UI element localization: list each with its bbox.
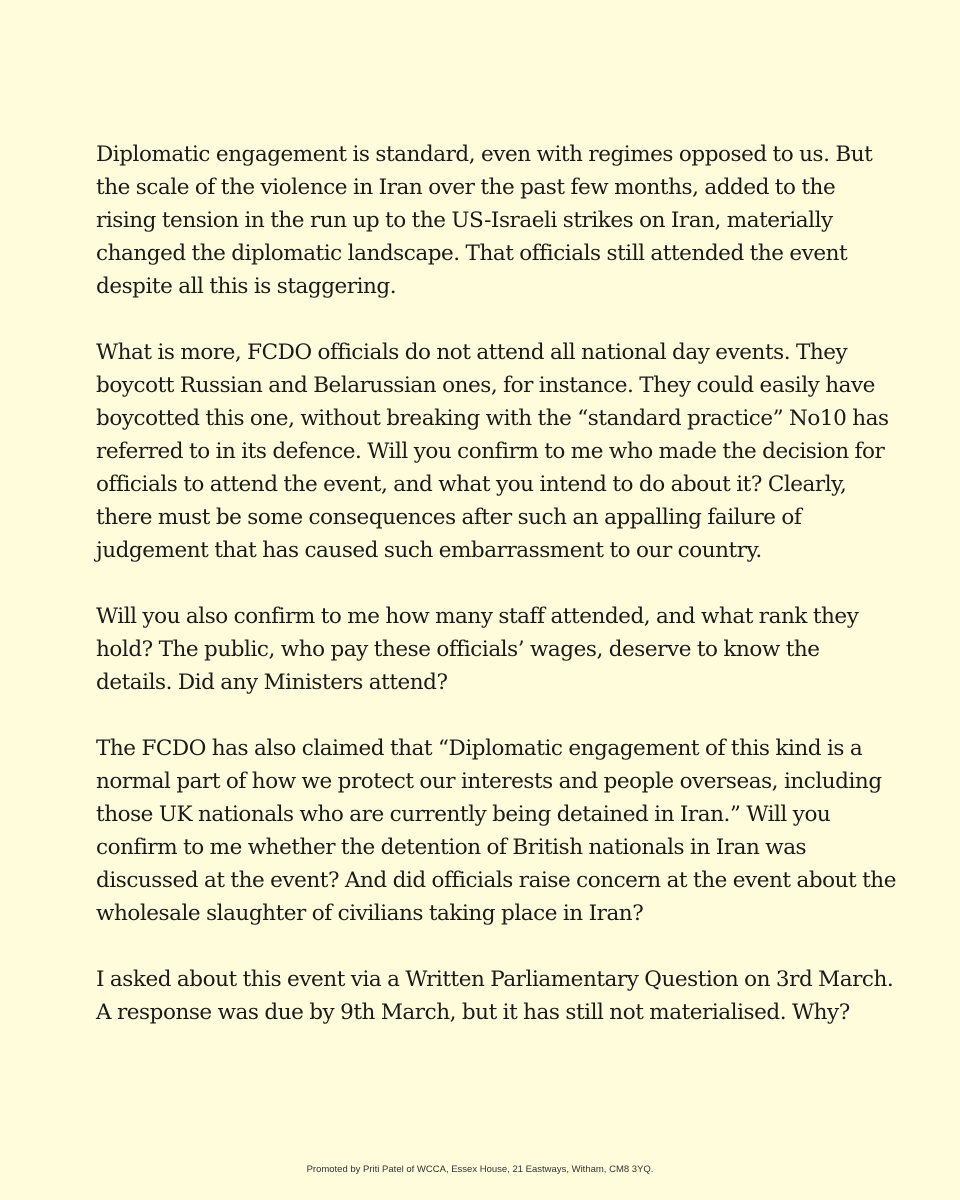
promoted-by-footer: Promoted by Priti Patel of WCCA, Essex House, 21 Eastways, Witham, CM8 3YQ.	[306, 1164, 654, 1175]
paragraph-staff-attended: Will you also confirm to me how many staff attended, and what rank they hold? The public, who pay these officials’ wages, deserve to know the details. Did any Ministers attend?	[96, 604, 859, 695]
paragraph-fcdo-claim: The FCDO has also claimed that “Diplomatic engagement of this kind is a normal part of how we protect our interests and people overseas, including those UK nationals who are currently being detained in Iran.” Will you confirm to me whether the detention of British nationals in Iran was discussed at the event? And did officials raise concern at the event about the wholesale slaughter of civilians taking place in Iran?	[96, 736, 896, 926]
letter-body	[96, 138, 896, 1062]
paragraph-diplomatic-engagement: Diplomatic engagement is standard, even with regimes opposed to us. But the scale of the violence in Iran over the past few months, added to the rising tension in the run up to the US-Israeli strikes on Iran, materially changed the diplomatic landscape. That officials still attended the event despite all this is staggering.	[96, 142, 873, 299]
paragraph-boycott: What is more, FCDO officials do not attend all national day events. They boycott Russian and Belarussian ones, for instance. They could easily have boycotted this one, without breaking with the “standard practice” No10 has referred to in its defence. Will you confirm to me who made the decision for officials to attend the event, and what you intend to do about it? Clearly, there must be some consequences after such an appalling failure of judgement that has caused such embarrassment to our country.	[96, 340, 889, 563]
paragraph-written-question: I asked about this event via a Written Parliamentary Question on 3rd March. A response was due by 9th March, but it has still not materialised. Why?	[96, 967, 894, 1025]
